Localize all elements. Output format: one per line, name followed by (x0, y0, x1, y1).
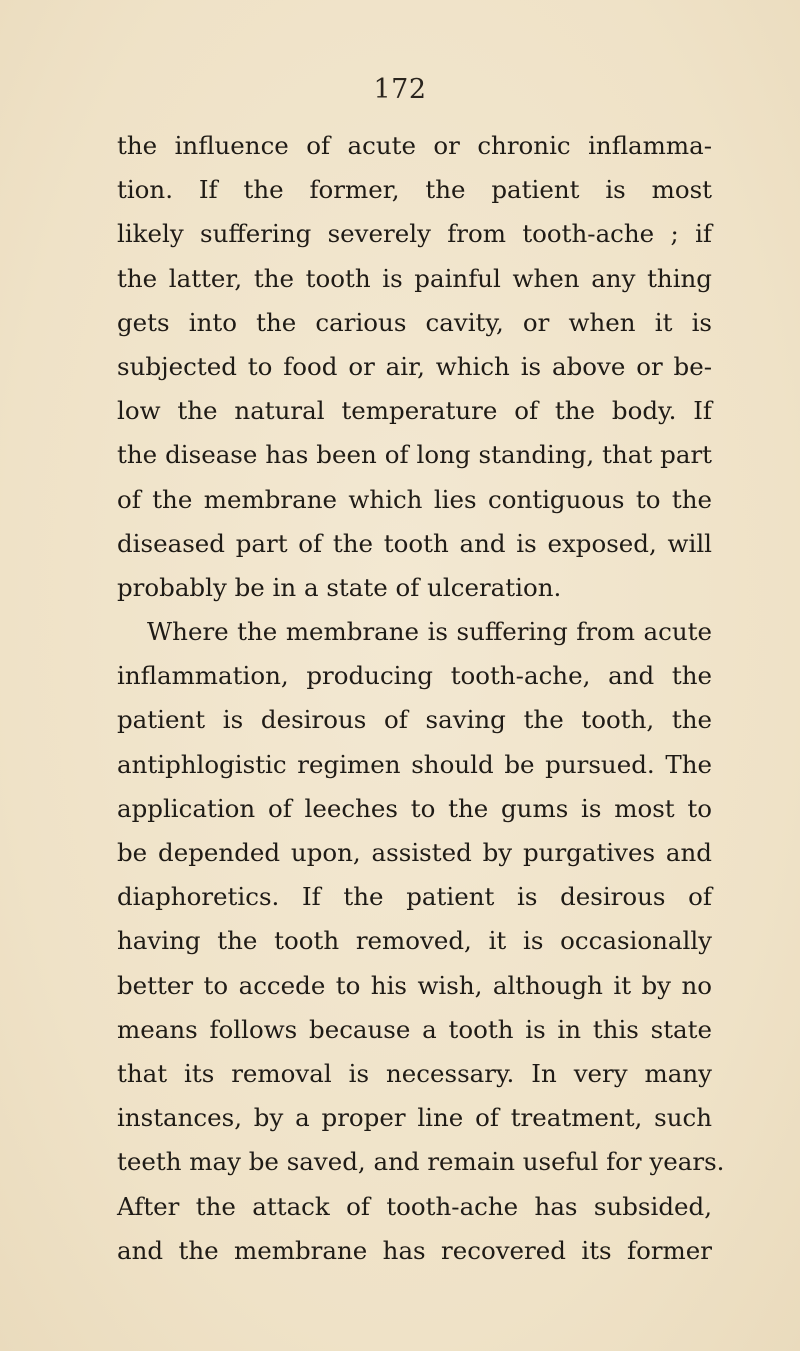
text-line: instances, by a proper line of treatment, such (117, 1103, 712, 1133)
page-number: 172 (373, 74, 427, 105)
text-line: and the membrane has recovered its former (117, 1235, 712, 1265)
text-line: be depended upon, assisted by purgatives and (117, 838, 712, 867)
text-line: diaphoretics. If the patient is desirous of (117, 882, 712, 912)
paragraph-start-line: Where the membrane is suffering from acute (147, 617, 712, 647)
text-line: better to accede to his wish, although it by no (117, 970, 712, 1000)
text-line: likely suffering severely from tooth-ache ; if (117, 219, 712, 249)
text-line: means follows because a tooth is in this state (117, 1014, 712, 1044)
text-line: of the membrane which lies contiguous to the (117, 484, 712, 514)
text-line: gets into the carious cavity, or when it is (117, 307, 712, 337)
text-line: diseased part of the tooth and is exposed, will (117, 528, 712, 558)
text-line: antiphlogistic regimen should be pursued. The (117, 749, 712, 779)
text-line: the disease has been of long standing, that part (117, 440, 712, 470)
text-line: subjected to food or air, which is above or be- (117, 351, 712, 381)
body-text (117, 124, 725, 1273)
text-line: application of leeches to the gums is most to (117, 793, 712, 823)
text-line: teeth may be saved, and remain useful for years. (117, 1147, 725, 1177)
text-line: the influence of acute or chronic inflamma- (117, 131, 712, 160)
text-line: that its removal is necessary. In very many (117, 1058, 712, 1088)
text-line: After the attack of tooth-ache has subsided, (117, 1191, 712, 1221)
text-line: inflammation, producing tooth-ache, and the (117, 661, 712, 691)
text-line: patient is desirous of saving the tooth, the (117, 705, 712, 735)
paragraph-end-line: probably be in a state of ulceration. (117, 572, 562, 602)
text-line: low the natural temperature of the body. If (117, 396, 712, 426)
text-line: the latter, the tooth is painful when any thing (117, 263, 712, 293)
text-line: tion. If the former, the patient is most (117, 175, 712, 205)
text-line: having the tooth removed, it is occasionally (117, 926, 712, 956)
